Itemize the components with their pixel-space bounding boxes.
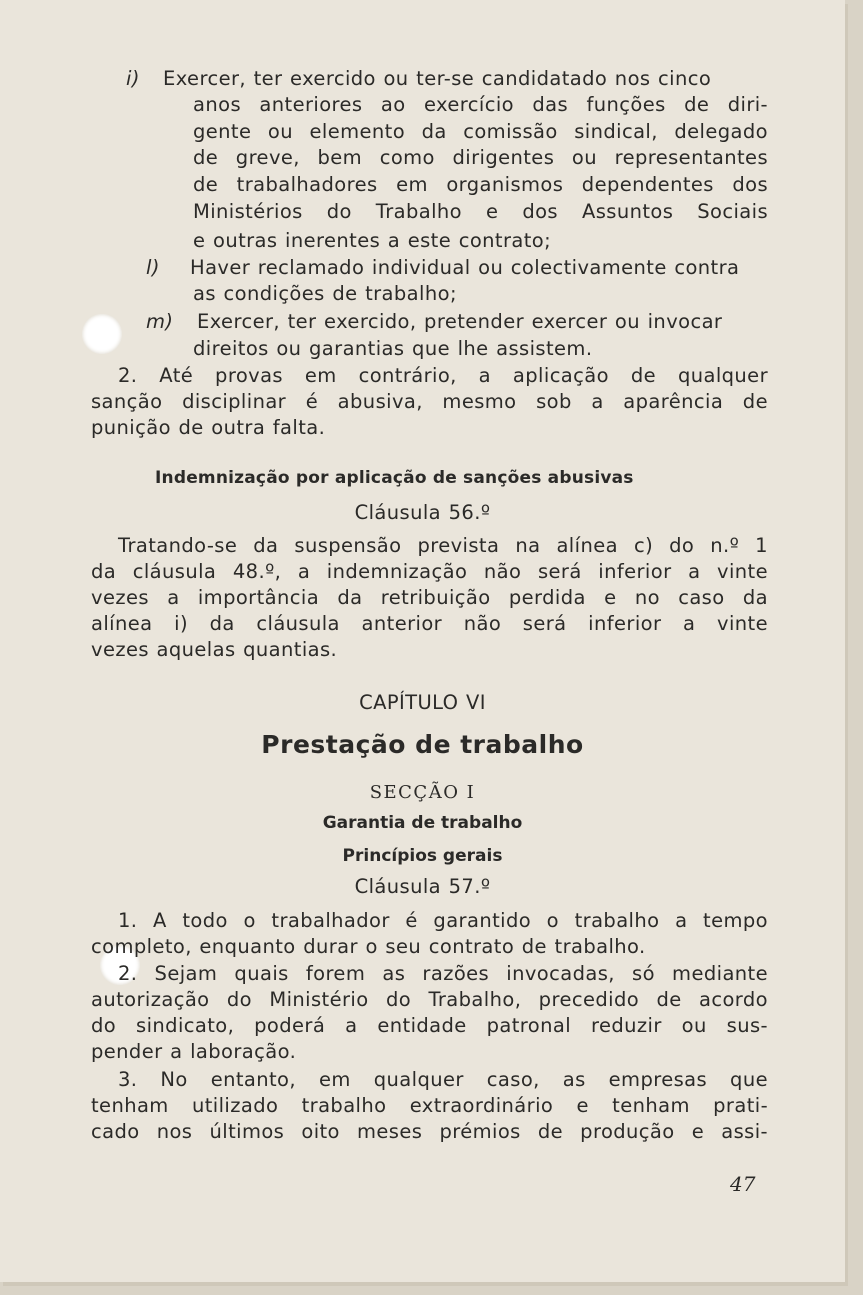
item-i-line-3: gente ou elemento da comissão sindical, delegado [193, 120, 768, 143]
chapter-label: CAPÍTULO VI [359, 691, 486, 714]
item-i-line-6: Ministérios do Trabalho e dos Assuntos Sociais [193, 200, 768, 223]
c57-p3-line-3: cado nos últimos oito meses prémios de produção e assi- [91, 1120, 768, 1143]
item-i-line-2: anos anteriores ao exercício das funções de diri- [193, 93, 768, 116]
item-i-marker: i) [126, 67, 140, 90]
c57-p3-line-2: tenham utilizado trabalho extraordinário e tenham prati- [91, 1094, 768, 1117]
punch-hole-top [82, 314, 122, 354]
c57-p2-line-1: 2. Sejam quais forem as razões invocadas, só mediante [118, 962, 768, 985]
paragraph-2-line-2: sanção disciplinar é abusiva, mesmo sob a aparência de [91, 390, 768, 413]
chapter-title: Prestação de trabalho [261, 730, 584, 759]
item-m-line-1: Exercer, ter exercido, pretender exercer ou invocar [197, 310, 723, 333]
item-m-marker: m) [146, 310, 174, 333]
clausula-56-title: Cláusula 56.º [354, 501, 491, 524]
clausula-56-line-3: vezes a importância da retribuição perdida e no caso da [91, 586, 768, 609]
item-i-line-7: e outras inerentes a este contrato; [193, 229, 552, 252]
item-i-line-5: de trabalhadores em organismos dependentes dos [193, 173, 768, 196]
clausula-56-line-4: alínea i) da cláusula anterior não será inferior a vinte [91, 612, 768, 635]
section-label: SECÇÃO I [369, 782, 476, 803]
clausula-56-line-2: da cláusula 48.º, a indemnização não será inferior a vinte [91, 560, 768, 583]
c57-p1-line-1: 1. A todo o trabalhador é garantido o trabalho a tempo [118, 909, 768, 932]
item-i-line-4: de greve, bem como dirigentes ou representantes [193, 146, 768, 169]
c57-p2-line-2: autorização do Ministério do Trabalho, precedido de acordo [91, 988, 768, 1011]
section-subtitle: Princípios gerais [342, 846, 503, 866]
clausula-56-line-1: Tratando-se da suspensão prevista na alínea c) do n.º 1 [118, 534, 768, 557]
page-number: 47 [730, 1172, 756, 1196]
item-l-line-1: Haver reclamado individual ou colectivamente contra [190, 256, 740, 279]
item-l-marker: l) [146, 256, 160, 279]
item-l-line-2: as condições de trabalho; [193, 282, 457, 305]
section-title: Garantia de trabalho [322, 813, 523, 833]
item-m-line-2: direitos ou garantias que lhe assistem. [193, 337, 593, 360]
c57-p3-line-1: 3. No entanto, em qualquer caso, as empresas que [118, 1068, 768, 1091]
clausula-56-line-5: vezes aquelas quantias. [91, 638, 338, 661]
paragraph-2-line-3: punição de outra falta. [91, 416, 326, 439]
c57-p1-line-2: completo, enquanto durar o seu contrato de trabalho. [91, 935, 646, 958]
item-i-line-1: Exercer, ter exercido ou ter-se candidatado nos cinco [163, 67, 712, 90]
paragraph-2-line-1: 2. Até provas em contrário, a aplicação de qualquer [118, 364, 768, 387]
c57-p2-line-3: do sindicato, poderá a entidade patronal reduzir ou sus- [91, 1014, 768, 1037]
clausula-57-title: Cláusula 57.º [354, 875, 491, 898]
c57-p2-line-4: pender a laboração. [91, 1040, 297, 1063]
heading-indemnizacao: Indemnização por aplicação de sanções abusivas [155, 468, 634, 488]
